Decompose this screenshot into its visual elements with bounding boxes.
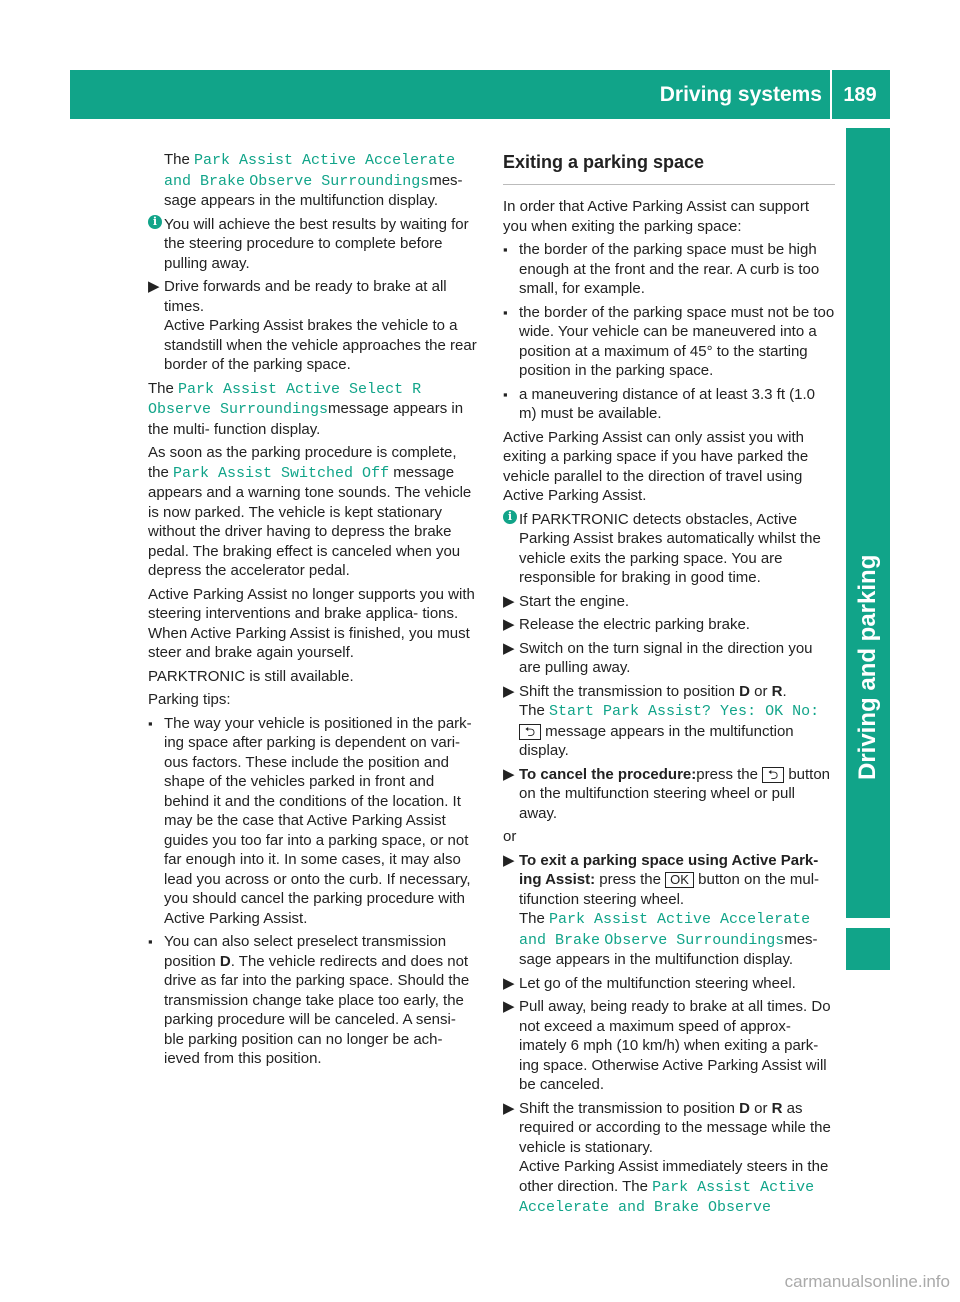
header-divider [830,70,832,119]
list-item: ▪ The way your vehicle is positioned in the park- ing space after parking is dependent on vari- ous factors. These include the position and shape of the vehicles parked in front and behind it and the conditions of the location. It may be the case that Active Parking Assist guides you too far into a parking space, or not far enough into it. In some cases, it may also lead you across or onto the curb. If necessary, you should cancel the parking procedure with Active Parking Assist. [148,714,472,927]
step-arrow-icon: ▶ [503,639,515,657]
step-arrow-icon: ▶ [503,765,515,783]
list-item: ▪ a maneuvering distance of at least 3.3 ft (1.0 m) must be available. [503,385,816,422]
paragraph: or [503,828,517,845]
list-item: ▪ the border of the parking space must be high enough at the front and the rear. A curb is too small, for example. [503,241,820,297]
bullet-icon: ▪ [148,934,153,949]
step-arrow-icon: ▶ [503,851,515,869]
step-arrow-icon: ▶ [503,592,515,610]
left-column [148,150,480,1073]
side-tab-label: Driving and parking [854,554,881,780]
message-paragraph: The Park Assist Active Select R Observe Surroundingsmessage appears in the multi- function display. [148,379,464,438]
paragraph: Parking tips: [148,691,231,708]
list-item: ▪ You can also select preselect transmission position D. The vehicle redirects and does not drive as far into the parking space. Should the transmission change take place too early, the parking procedure will be canceled. A sensi- ble parking position can no longer be ach- ieved from this position. [148,933,470,1067]
display-message: Park Assist Active Select R [178,380,422,398]
paragraph: In order that Active Parking Assist can support you when exiting the parking space: [503,198,809,235]
bullet-icon: ▪ [503,304,508,320]
step-arrow-icon: ▶ [503,682,515,700]
bullet-icon: ▪ [148,715,153,731]
info-icon: i [503,510,517,524]
watermark: carmanualsonline.info [784,1272,950,1291]
step: ▶ Shift the transmission to position D or R as required or according to the message while the vehicle is stationary. Active Parking Assist immediately steers in the other direction. The Park Assist Active Accelerate and Brake Observe [503,1099,831,1216]
step-arrow-icon: ▶ [503,1099,515,1117]
step: ▶ To cancel the procedure:press the ⮌ button on the multifunction steering wheel or pull away. [503,765,831,822]
section-heading: Exiting a parking space [503,150,835,185]
step: ▶ To exit a parking space using Active Park- ing Assist: press the OK button on the mul- tifunction steering wheel. The Park Assist Active Accelerate and Brake Observe Surroundingsmes- sage appears in the multifunction display. [503,851,820,968]
step: ▶ Let go of the multifunction steering wheel. [503,974,796,992]
section-title: Driving systems [659,83,822,106]
step: ▶ Pull away, being ready to brake at all times. Do not exceed a maximum speed of approx- imately 6 mph (10 km/h) when exiting a park- ing space. Otherwise Active Parking Assist will be canceled. [503,998,831,1093]
step: ▶ Release the electric parking brake. [503,616,750,633]
back-key-icon: ⮌ [519,724,541,740]
step: ▶ Drive forwards and be ready to brake at all times. Active Parking Assist brakes the vehicle to a standstill when the vehicle approaches the rear border of the parking space. [148,278,477,373]
page-number: 189 [843,84,877,106]
info-note: i You will achieve the best results by waiting for the steering procedure to complete before pulling away. [148,215,480,274]
bullet-icon: ▪ [503,242,508,257]
paragraph: As soon as the parking procedure is complete, the Park Assist Switched Off message appears and a warning tone sounds. The vehicle is now parked. The vehicle is kept stationary without the driver having to depress the brake pedal. The braking effect is canceled when you depress the accelerator pedal. [148,444,472,579]
back-key-icon: ⮌ [762,767,784,783]
display-message: Park Assist Active Accelerate and Brake [164,152,456,190]
right-column [503,150,835,1222]
display-message: Start Park Assist? Yes: OK No: [549,703,820,720]
step: ▶ Shift the transmission to position D or R. The Start Park Assist? Yes: OK No: ⮌ message appears in the multifunction display. [503,682,820,759]
step-arrow-icon: ▶ [503,998,515,1015]
info-icon: i [148,215,162,229]
side-tab-marker [846,928,890,970]
display-message: Observe Surroundings [249,172,430,190]
bullet-icon: ▪ [503,386,508,402]
list-item: ▪ the border of the parking space must not be too wide. Your vehicle can be maneuvered into a position at a maximum of 45° to the starting position in the parking space. [503,303,835,379]
paragraph: Active Parking Assist can only assist you with exiting a parking space if you have parked the vehicle parallel to the direction of travel using Active Parking Assist. [503,428,809,504]
display-message: Park Assist Active Accelerate and Brake [519,911,811,949]
step-arrow-icon: ▶ [503,974,515,992]
display-message: Observe Surroundings [148,401,329,418]
display-message: Observe Surroundings [604,931,785,949]
step: ▶ Switch on the turn signal in the direction you are pulling away. [503,639,813,676]
ok-key-icon: OK [665,872,694,888]
message-paragraph: The Park Assist Active Accelerate and Brake Observe Surroundingsmes- sage appears in the multifunction display. [164,151,463,209]
paragraph: Active Parking Assist no longer supports you with steering interventions and brake applica- tions. When Active Parking Assist is finished, you must steer and brake again yourself. [148,585,475,661]
step: ▶ Start the engine. [503,592,630,610]
info-note: i If PARKTRONIC detects obstacles, Active Parking Assist brakes automatically whilst the vehicle exits the parking space. You are responsible for braking in good time. [503,510,835,588]
step-arrow-icon: ▶ [503,616,515,633]
display-message: Park Assist Switched Off [173,464,390,482]
display-message: Park Assist Active Accelerate and Brake Observe [519,1178,815,1216]
step-arrow-icon: ▶ [148,278,160,295]
paragraph: PARKTRONIC is still available. [148,667,354,685]
